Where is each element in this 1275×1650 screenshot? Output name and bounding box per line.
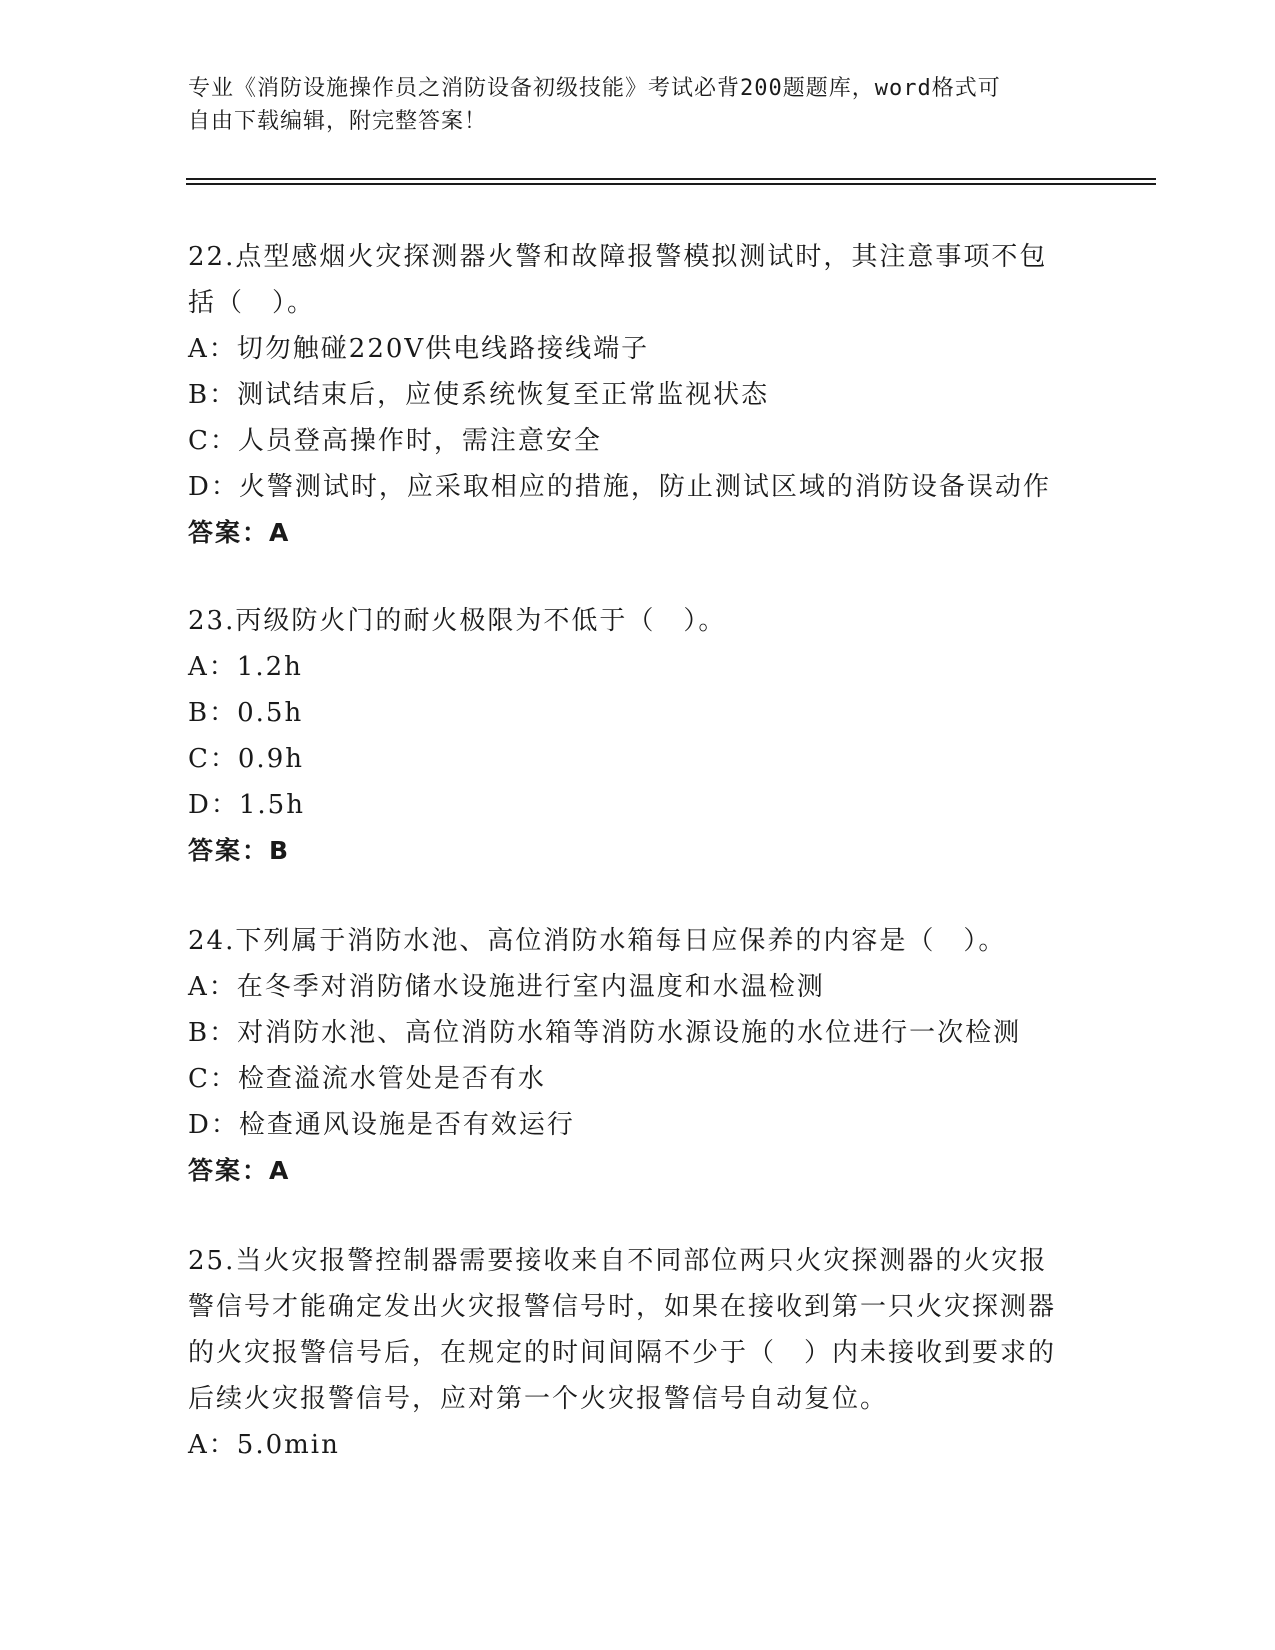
document-header (188, 72, 1068, 138)
question-22 (188, 234, 1068, 556)
option-d: D：火警测试时，应采取相应的措施，防止测试区域的消防设备误动作 (188, 472, 1051, 502)
question-stem: 25.当火灾报警控制器需要接收来自不同部位两只火灾探测器的火灾报警信号才能确定发出火灾报警信号时，如果在接收到第一只火灾探测器的火灾报警信号后，在规定的时间间隔不少于（ ）内未接收到要求的后续火灾报警信号，应对第一个火灾报警信号自动复位。 (188, 1246, 1057, 1414)
question-stem: 22.点型感烟火灾探测器火警和故障报警模拟测试时，其注意事项不包括（ ）。 (188, 242, 1048, 318)
option-b: B：对消防水池、高位消防水箱等消防水源设施的水位进行一次检测 (188, 1018, 1022, 1048)
option-c: C：0.9h (188, 744, 304, 774)
option-a: A：5.0min (188, 1430, 340, 1460)
option-c: C：人员登高操作时，需注意安全 (188, 426, 602, 456)
answer: 答案：B (188, 836, 291, 865)
option-a: A：切勿触碰220V供电线路接线端子 (188, 334, 650, 364)
option-d: D：检查通风设施是否有效运行 (188, 1110, 575, 1140)
header-divider-top (186, 178, 1156, 180)
option-a: A：1.2h (188, 652, 303, 682)
header-line-2: 自由下载编辑，附完整答案！ (188, 109, 488, 134)
answer: 答案：A (188, 518, 291, 547)
option-a: A：在冬季对消防储水设施进行室内温度和水温检测 (188, 972, 825, 1002)
header-line-1: 专业《消防设施操作员之消防设备初级技能》考试必背200题题库，word格式可 (188, 76, 1001, 101)
option-d: D：1.5h (188, 790, 305, 820)
header-divider-bottom (186, 183, 1156, 185)
question-23 (188, 598, 1068, 874)
answer: 答案：A (188, 1156, 291, 1185)
question-stem: 23.丙级防火门的耐火极限为不低于（ ）。 (188, 606, 727, 636)
question-stem: 24.下列属于消防水池、高位消防水箱每日应保养的内容是（ ）。 (188, 926, 1007, 956)
question-25 (188, 1238, 1068, 1468)
option-c: C：检查溢流水管处是否有水 (188, 1064, 546, 1094)
option-b: B：测试结束后，应使系统恢复至正常监视状态 (188, 380, 770, 410)
question-24 (188, 918, 1068, 1194)
option-b: B：0.5h (188, 698, 304, 728)
